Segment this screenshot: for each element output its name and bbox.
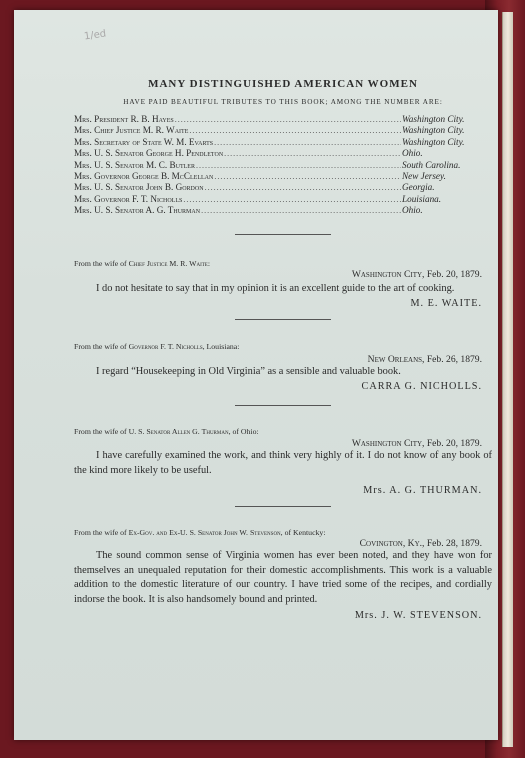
dateline-place: Covington, Ky., bbox=[359, 537, 425, 549]
testimonial-dateline bbox=[74, 438, 492, 449]
patron-city: Louisiana. bbox=[402, 193, 442, 204]
testimonial-signature: CARRA G. NICHOLLS. bbox=[361, 381, 482, 393]
patron-name: Mrs. Chief Justice M. R. Waite bbox=[74, 125, 189, 136]
testimonial-body: I regard “Housekeeping in Old Virginia” as a sensible and valuable book. bbox=[96, 366, 401, 378]
patron-city: Washington City. bbox=[402, 114, 465, 124]
dateline-date: Feb. 20, 1879. bbox=[424, 438, 482, 450]
patron-row bbox=[74, 137, 492, 148]
patron-name: Mrs. Governor F. T. Nicholls bbox=[74, 193, 183, 204]
testimonial-waite bbox=[74, 259, 492, 310]
section-rule bbox=[235, 506, 331, 507]
dot-leader bbox=[175, 114, 401, 125]
patron-row bbox=[74, 194, 492, 205]
source-name: Governor F. T. Nicholls bbox=[128, 342, 203, 352]
patron-row bbox=[74, 125, 492, 136]
dot-leader bbox=[224, 148, 401, 159]
patron-list bbox=[74, 114, 492, 217]
patron-row bbox=[74, 182, 492, 193]
patron-city: Washington City. bbox=[402, 136, 465, 147]
source-name: Chief Justice M. R. Waite bbox=[128, 258, 208, 268]
testimonial-source bbox=[74, 528, 492, 537]
section-rule bbox=[235, 319, 331, 320]
dot-leader bbox=[201, 205, 401, 216]
dot-leader bbox=[205, 182, 401, 193]
source-suffix: , of Kentucky: bbox=[280, 527, 326, 537]
section-rule bbox=[235, 234, 331, 235]
testimonial-signature: M. E. WAITE. bbox=[410, 298, 482, 310]
dateline-place: Washington City, bbox=[351, 438, 425, 450]
testimonial-body: I do not hesitate to say that in my opinion it is an excellent guide to the art of cooking. bbox=[96, 282, 455, 294]
testimonial-signature: Mrs. A. G. THURMAN. bbox=[363, 484, 482, 496]
source-suffix: , Louisiana: bbox=[202, 342, 240, 352]
patron-city: New Jersey. bbox=[402, 170, 446, 181]
testimonial-nicholls bbox=[74, 342, 492, 392]
patron-name: Mrs. U. S. Senator M. C. Butler bbox=[74, 159, 195, 170]
pencil-annotation: 1/ed bbox=[83, 28, 107, 43]
source-suffix: : bbox=[207, 258, 211, 268]
source-prefix: From the wife of bbox=[74, 342, 129, 352]
patron-row bbox=[74, 205, 492, 216]
patron-name: Mrs. U. S. Senator A. G. Thurman bbox=[74, 205, 201, 216]
page-stack-edge bbox=[502, 12, 513, 747]
patron-city: Washington City. bbox=[402, 125, 465, 136]
patron-name: Mrs. Governor George B. McClellan bbox=[74, 170, 214, 181]
testimonial-body: The sound common sense of Virginia women has ever been noted, and they have won for themselves an unequaled reputation for their domestic accomplishments. This work is a valuable addition to the domestic literature of our country. I have tried some of the recipes, and cordially indorse the book. It is also handsomely bound and printed. bbox=[74, 549, 492, 606]
dateline-date: Feb. 20, 1879. bbox=[424, 268, 482, 280]
source-prefix: From the wife of bbox=[74, 258, 129, 268]
source-name: Ex-Gov. and Ex-U. S. Senator John W. Stevenson bbox=[128, 527, 281, 537]
patron-city: South Carolina. bbox=[402, 159, 461, 170]
page-heading: MANY DISTINGUISHED AMERICAN WOMEN bbox=[148, 78, 418, 90]
testimonial-signature: Mrs. J. W. STEVENSON. bbox=[354, 609, 482, 621]
patron-name: Mrs. President R. B. Hayes bbox=[74, 114, 174, 124]
patron-row bbox=[74, 148, 492, 159]
testimonial-dateline bbox=[74, 354, 492, 365]
patron-name: Mrs. Secretary of State W. M. Evarts bbox=[74, 136, 214, 147]
dot-leader bbox=[196, 160, 401, 171]
patron-row bbox=[74, 171, 492, 182]
patron-city: Georgia. bbox=[402, 182, 435, 193]
testimonial-dateline bbox=[74, 269, 492, 280]
patron-city: Ohio. bbox=[402, 205, 423, 216]
page-content bbox=[74, 78, 492, 621]
book-page bbox=[14, 10, 498, 740]
testimonial-dateline bbox=[74, 538, 492, 549]
dot-leader bbox=[214, 137, 401, 148]
source-name: U. S. Senator Allen G. Thurman bbox=[128, 427, 229, 437]
testimonial-source bbox=[74, 259, 492, 268]
source-suffix: , of Ohio: bbox=[228, 427, 259, 437]
testimonial-source bbox=[74, 427, 492, 436]
source-prefix: From the wife of bbox=[74, 527, 129, 537]
source-prefix: From the wife of bbox=[74, 427, 129, 437]
dot-leader bbox=[183, 194, 401, 205]
testimonial-stevenson bbox=[74, 528, 492, 621]
testimonial-source bbox=[74, 342, 492, 351]
testimonial-thurman bbox=[74, 427, 492, 496]
dot-leader bbox=[189, 125, 401, 136]
patron-name: Mrs. U. S. Senator John B. Gordon bbox=[74, 182, 204, 193]
patron-name: Mrs. U. S. Senator George H. Pendleton bbox=[74, 148, 224, 159]
dateline-date: Feb. 26, 1879. bbox=[424, 354, 482, 366]
patron-row bbox=[74, 160, 492, 171]
patron-city: Ohio. bbox=[402, 148, 423, 159]
testimonial-body: I have carefully examined the work, and think very highly of it. I do not know of any book of the kind more likely to be useful. bbox=[74, 450, 492, 476]
dateline-place: New Orleans, bbox=[367, 354, 425, 366]
page-subheading: HAVE PAID BEAUTIFUL TRIBUTES TO THIS BOOK; AMONG THE NUMBER ARE: bbox=[123, 98, 443, 106]
section-rule bbox=[235, 405, 331, 406]
dateline-place: Washington City, bbox=[351, 268, 425, 280]
dot-leader bbox=[214, 171, 401, 182]
dateline-date: Feb. 28, 1879. bbox=[424, 537, 482, 549]
patron-row bbox=[74, 114, 492, 125]
